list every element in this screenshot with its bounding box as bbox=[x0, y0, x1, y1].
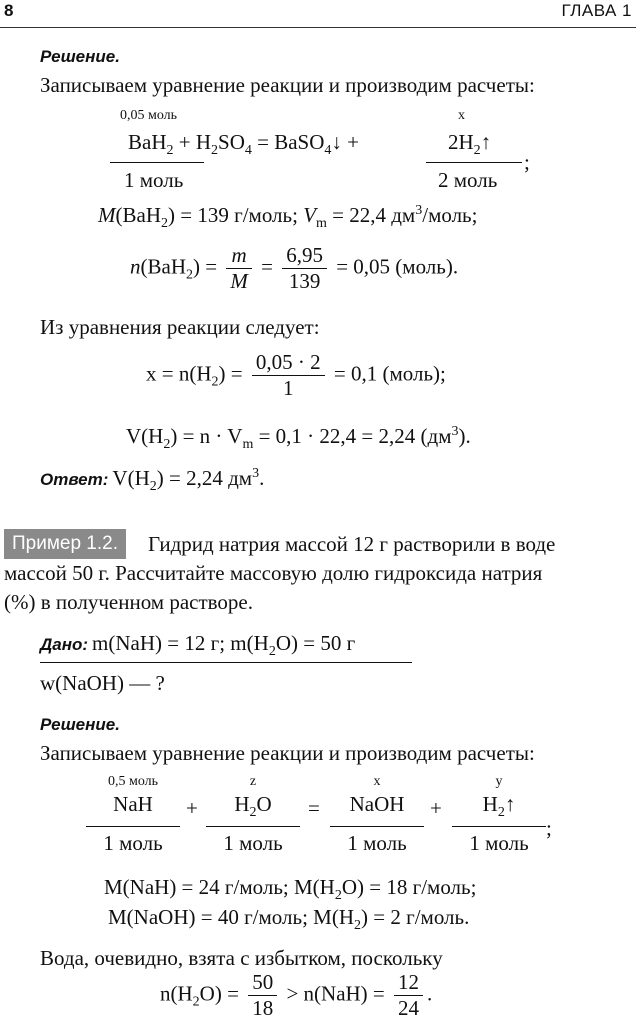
reaction-col-h2o: z $H_2O$ 1 моль bbox=[206, 774, 300, 856]
example-line-1: Гидрид натрия массой 12 г растворили в воде bbox=[148, 532, 556, 556]
reaction-above-left: 0,05 моль bbox=[120, 108, 178, 123]
page-header bbox=[0, 0, 640, 30]
given-label: Дано: bbox=[40, 635, 89, 654]
find-line: w(NaOH) — ? bbox=[40, 671, 165, 695]
answer-line: Ответ: $V(H_2) = 2,24$ $дм^3$. bbox=[40, 466, 265, 495]
reaction-col-naoh: x NaOH 1 моль bbox=[330, 774, 424, 856]
reaction-product-h2: $2H_2↑$ bbox=[448, 130, 492, 159]
comparison-line: $n(H_2O)$ = $\frac{50}{18}$ > n(NaH) = $\frac{12}{24}$ . bbox=[160, 970, 433, 1020]
example-line-3: (%) в полученном растворе. bbox=[4, 590, 253, 614]
n-calc-line: n(BaH$_2$) = $\frac{m}{M}$ = $\frac{6,95}{139}$ = 0,05 (моль). bbox=[130, 243, 459, 293]
solution-label: Решение. bbox=[40, 47, 120, 66]
reaction-below-right: 2 моль bbox=[438, 168, 498, 192]
chapter-title: ГЛАВА 1 bbox=[561, 1, 632, 20]
given-line: Дано: m(NaH) = 12 г; $m(H_2O) = 50$ г bbox=[40, 631, 356, 660]
x-calc-line: $x = n(H_2)$ = $\frac{0,05 \cdot 2}{1}$ = 0,1 (моль); bbox=[146, 350, 446, 400]
reaction-col-h2: y $H_2↑$ 1 моль bbox=[452, 774, 546, 856]
example-line-2: массой 50 г. Рассчитайте массовую долю гидроксида натрия bbox=[4, 561, 543, 585]
v-calc-line: $V(H_2) = n \cdot V_m = 0,1 \cdot 22,4 = 2,24$ $(дм^3)$. bbox=[126, 424, 471, 453]
page-number: 8 bbox=[4, 1, 14, 20]
solution-intro: Записываем уравнение реакции и производим расчеты: bbox=[40, 73, 535, 97]
reaction-below-left: 1 моль bbox=[124, 168, 184, 192]
header-rule bbox=[0, 27, 636, 28]
follows-text: Из уравнения реакции следует: bbox=[40, 315, 320, 339]
reaction-equation-1: $BaH_2 + H_2SO_4$ = BaSO$_4$↓ + bbox=[128, 130, 359, 159]
reaction-above-right: x bbox=[458, 108, 465, 123]
molar-line-2: M(NaOH) = 40 г/моль; $M(H_2) = 2$ г/моль. bbox=[108, 905, 470, 934]
molar-mass-line: M(BaH$_2$) = 139 г/моль; $V_m = 22,4$ $дм^3$/моль; bbox=[98, 203, 478, 232]
op-plus-1: + bbox=[186, 796, 198, 820]
water-excess-text: Вода, очевидно, взята с избытком, поскольку bbox=[40, 946, 443, 970]
op-equals: = bbox=[308, 796, 320, 820]
molar-line-1: M(NaH) = 24 г/моль; $M(H_2O) = 18$ г/моль; bbox=[104, 875, 477, 904]
reaction-fraction-line-left bbox=[110, 162, 204, 163]
reaction-end: ; bbox=[524, 150, 530, 174]
op-plus-2: + bbox=[430, 796, 442, 820]
solution-2-label: Решение. bbox=[40, 715, 120, 734]
reaction-fraction-line-right bbox=[426, 162, 522, 163]
example-badge: Пример 1.2. bbox=[4, 529, 126, 559]
reaction-col-nah: 0,5 моль NaH 1 моль bbox=[86, 774, 180, 856]
reaction-2-end: ; bbox=[546, 816, 552, 840]
answer-label: Ответ: bbox=[40, 470, 109, 489]
solution-2-intro: Записываем уравнение реакции и производим расчеты: bbox=[40, 741, 535, 765]
given-rule bbox=[40, 662, 412, 663]
